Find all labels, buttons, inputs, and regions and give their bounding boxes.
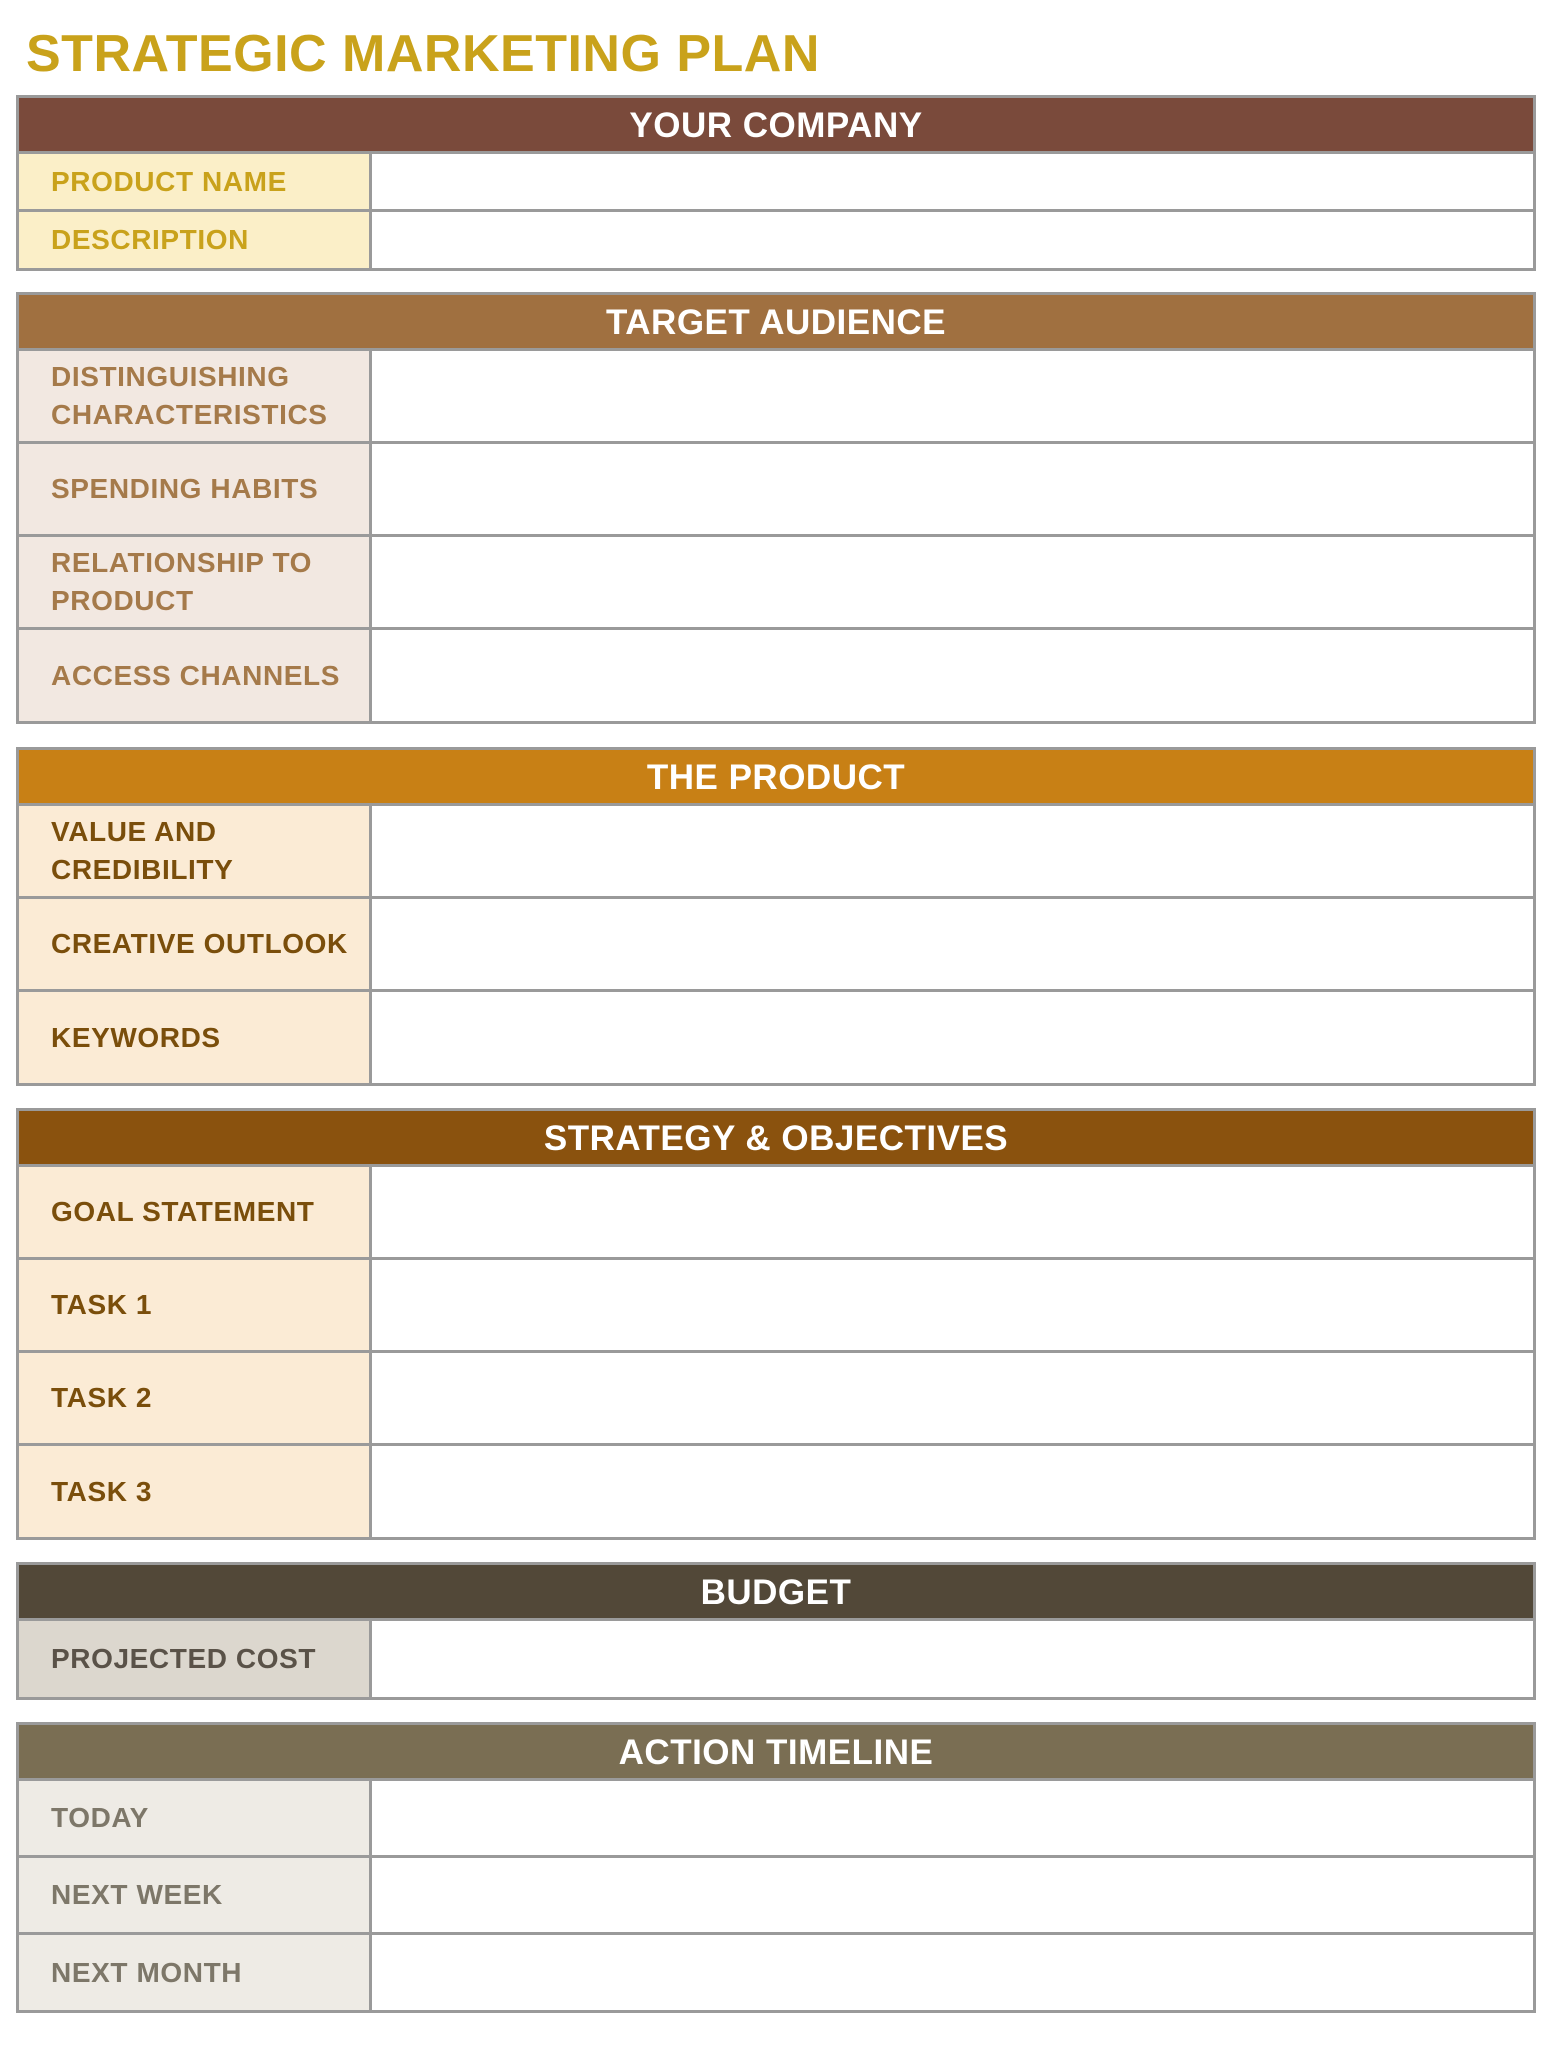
table-row xyxy=(19,1781,1533,1858)
access-channels-field[interactable] xyxy=(372,630,1533,721)
next-month-field[interactable] xyxy=(372,1935,1533,2010)
projected-cost-field[interactable] xyxy=(372,1621,1533,1697)
today-field[interactable] xyxy=(372,1781,1533,1855)
distinguishing-characteristics-field[interactable] xyxy=(372,351,1533,441)
table-row xyxy=(19,1858,1533,1935)
section-heading: ACTION TIMELINE xyxy=(19,1725,1533,1781)
row-label: GOAL STATEMENT xyxy=(19,1167,372,1257)
table-row xyxy=(19,537,1533,630)
table-row xyxy=(19,154,1533,212)
row-label: PROJECTED COST xyxy=(19,1621,372,1697)
next-week-field[interactable] xyxy=(372,1858,1533,1932)
table-row xyxy=(19,444,1533,537)
row-label: SPENDING HABITS xyxy=(19,444,372,534)
section-heading: TARGET AUDIENCE xyxy=(19,295,1533,351)
row-label: KEYWORDS xyxy=(19,992,372,1083)
row-label: ACCESS CHANNELS xyxy=(19,630,372,721)
task-2-field[interactable] xyxy=(372,1353,1533,1443)
product-name-field[interactable] xyxy=(372,154,1533,209)
section-budget xyxy=(16,1562,1536,1700)
keywords-field[interactable] xyxy=(372,992,1533,1083)
section-strategy-objectives xyxy=(16,1108,1536,1540)
table-row xyxy=(19,630,1533,721)
row-label: NEXT WEEK xyxy=(19,1858,372,1932)
table-row xyxy=(19,1446,1533,1537)
table-row xyxy=(19,1260,1533,1353)
task-1-field[interactable] xyxy=(372,1260,1533,1350)
section-your-company xyxy=(16,95,1536,271)
task-3-field[interactable] xyxy=(372,1446,1533,1537)
section-the-product xyxy=(16,747,1536,1086)
row-label: CREATIVE OUTLOOK xyxy=(19,899,372,989)
table-row xyxy=(19,1353,1533,1446)
table-row xyxy=(19,899,1533,992)
table-row xyxy=(19,806,1533,899)
row-label: VALUE AND CREDIBILITY xyxy=(19,806,372,896)
table-row xyxy=(19,212,1533,268)
section-heading: THE PRODUCT xyxy=(19,750,1533,806)
table-row xyxy=(19,992,1533,1083)
row-label: TASK 2 xyxy=(19,1353,372,1443)
row-label: DISTINGUISHING CHARACTERISTICS xyxy=(19,351,372,441)
table-row xyxy=(19,351,1533,444)
table-row xyxy=(19,1621,1533,1697)
row-label: TASK 3 xyxy=(19,1446,372,1537)
goal-statement-field[interactable] xyxy=(372,1167,1533,1257)
row-label: DESCRIPTION xyxy=(19,212,372,268)
row-label: RELATIONSHIP TO PRODUCT xyxy=(19,537,372,627)
row-label: PRODUCT NAME xyxy=(19,154,372,209)
row-label: TODAY xyxy=(19,1781,372,1855)
row-label: TASK 1 xyxy=(19,1260,372,1350)
page-title: STRATEGIC MARKETING PLAN xyxy=(26,25,820,83)
section-target-audience xyxy=(16,292,1536,724)
section-heading: YOUR COMPANY xyxy=(19,98,1533,154)
table-row xyxy=(19,1167,1533,1260)
section-heading: STRATEGY & OBJECTIVES xyxy=(19,1111,1533,1167)
value-and-credibility-field[interactable] xyxy=(372,806,1533,896)
section-heading: BUDGET xyxy=(19,1565,1533,1621)
description-field[interactable] xyxy=(372,212,1533,268)
row-label: NEXT MONTH xyxy=(19,1935,372,2010)
section-action-timeline xyxy=(16,1722,1536,2013)
spending-habits-field[interactable] xyxy=(372,444,1533,534)
table-row xyxy=(19,1935,1533,2010)
creative-outlook-field[interactable] xyxy=(372,899,1533,989)
relationship-to-product-field[interactable] xyxy=(372,537,1533,627)
